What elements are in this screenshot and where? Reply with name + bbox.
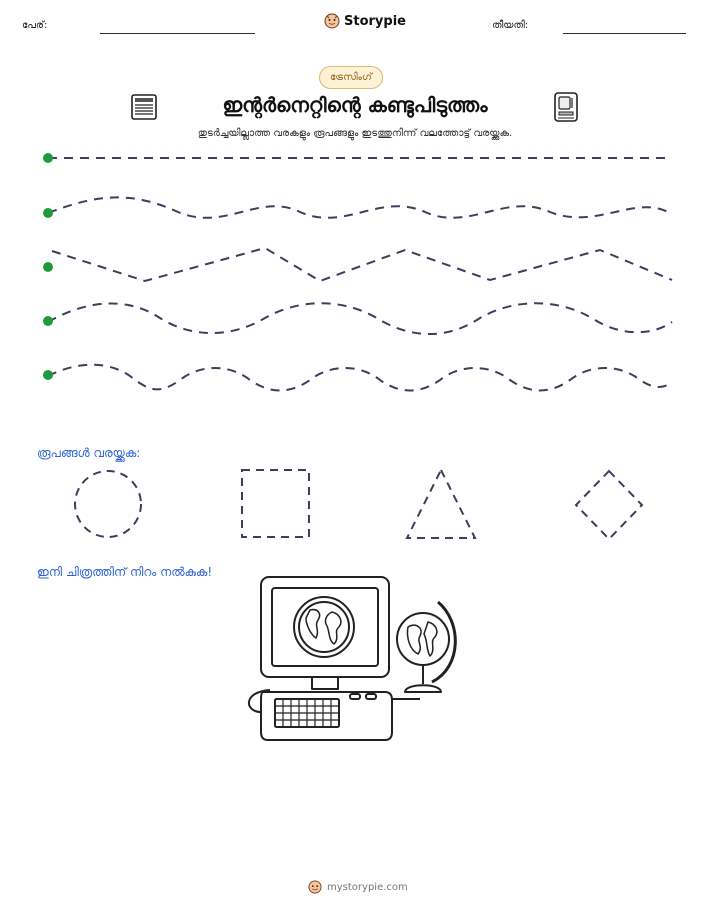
trace-line-zigzag: [52, 248, 672, 281]
name-label: പേര്:: [22, 20, 48, 31]
desk-globe-icon: [397, 613, 449, 665]
name-field-line[interactable]: [100, 33, 255, 34]
storypie-mascot-icon: [324, 13, 340, 29]
trace-line-deep-wave: [48, 365, 672, 391]
trace-shape-square: [242, 470, 309, 537]
brand-logo: [324, 13, 406, 29]
brand-name: Storypie: [344, 13, 406, 29]
date-label: തീയതി:: [492, 20, 529, 31]
trace-shape-triangle: [407, 470, 475, 538]
newspaper-icon: [130, 93, 158, 121]
shapes-tracing-area[interactable]: [0, 462, 709, 548]
trace-start-dot-4: [43, 316, 53, 326]
page-title: ഇന്റർനെറ്റിന്റെ കണ്ടുപിടുത്തം: [222, 93, 488, 117]
footer: [308, 880, 408, 894]
trace-shape-diamond: [576, 471, 642, 539]
coloring-section-title: ഇനി ചിത്രത്തിന് നിറം നൽകുക!: [37, 565, 213, 579]
trace-start-dot-3: [43, 262, 53, 272]
trace-start-dot-1: [43, 153, 53, 163]
computer-globe-illustration[interactable]: [240, 572, 470, 747]
footer-url[interactable]: mystorypie.com: [327, 881, 408, 893]
retro-computer-icon: [552, 91, 580, 123]
trace-shape-circle: [75, 471, 141, 537]
trace-start-dot-2: [43, 208, 53, 218]
storypie-mascot-icon: [308, 880, 322, 894]
trace-line-wave: [48, 303, 672, 334]
category-badge: ട്രേസിംഗ്: [319, 66, 383, 89]
date-field-line[interactable]: [563, 33, 686, 34]
trace-start-dot-5: [43, 370, 53, 380]
shapes-section-title: രൂപങ്ങൾ വരയ്ക്കുക:: [37, 446, 141, 460]
instructions: തുടർച്ചയില്ലാത്ത വരകളും രൂപങ്ങളും ഇടത്തുനിന്ന് വലത്തോട്ട് വരയ്ക്കുക.: [197, 128, 513, 139]
trace-line-gentle-wave: [48, 197, 668, 217]
tracing-lines-area[interactable]: [0, 140, 709, 400]
